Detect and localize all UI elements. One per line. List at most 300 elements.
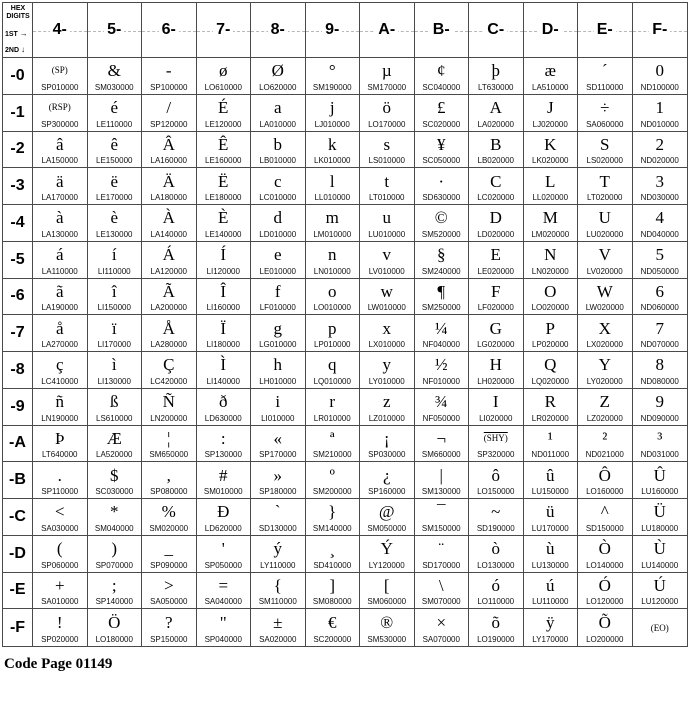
cell-code: LG020000 — [477, 340, 515, 349]
cell-4E — [33, 573, 88, 610]
cell-code: SP020000 — [41, 635, 79, 644]
cell-code: LL010000 — [314, 193, 351, 202]
col-header-label: C- — [484, 21, 507, 39]
cell-glyph: n — [328, 245, 337, 265]
cell-B8 — [415, 352, 470, 389]
cell-code — [634, 635, 687, 644]
cell-glyph: ö — [382, 98, 391, 118]
cell-EB — [578, 462, 633, 499]
cell-D0 — [524, 58, 579, 95]
cell-code: SD170000 — [422, 560, 461, 570]
cell-code: ND030000 — [640, 193, 679, 202]
cell-code: LE170000 — [96, 193, 133, 202]
cell-45 — [33, 242, 88, 279]
cell-56 — [88, 279, 143, 316]
cell-42 — [33, 132, 88, 169]
cell-glyph: È — [218, 208, 229, 228]
cell-glyph: Ö — [108, 613, 121, 633]
cell-glyph: ó — [491, 575, 500, 595]
cell-glyph: Y — [598, 355, 611, 375]
cell-code: LE110000 — [96, 119, 133, 129]
cell-A8 — [360, 352, 415, 389]
cell-glyph: ] — [329, 575, 336, 595]
cell-code: LE150000 — [96, 156, 133, 166]
cell-72 — [197, 132, 252, 169]
cell-code: SP090000 — [150, 560, 188, 570]
cell-glyph: 2 — [655, 134, 664, 154]
cell-glyph: 3 — [655, 171, 664, 191]
cell-code: LC420000 — [150, 376, 188, 386]
cell-code: SA040000 — [204, 597, 242, 607]
row-label-0: -0 — [3, 58, 33, 95]
cell-glyph: K — [544, 134, 557, 154]
cell-glyph: W — [596, 281, 613, 301]
col-header-label: F- — [649, 21, 670, 39]
cell-glyph: h — [273, 355, 282, 375]
cell-glyph: A — [489, 98, 502, 118]
cell-D4 — [524, 205, 579, 242]
col-header-C — [469, 3, 524, 58]
cell-glyph: í — [111, 245, 117, 265]
col-header-4 — [33, 3, 88, 58]
cell-glyph: d — [273, 208, 282, 228]
cell-83 — [251, 168, 306, 205]
cell-code: LP010000 — [314, 340, 351, 349]
cell-glyph: Ø — [271, 61, 284, 81]
cell-glyph: ; — [111, 575, 117, 595]
cell-92 — [306, 132, 361, 169]
cell-glyph: } — [328, 502, 337, 522]
cell-C1 — [469, 95, 524, 132]
cell-glyph: ¿ — [382, 465, 391, 485]
cell-ED — [578, 536, 633, 573]
cell-glyph: p — [328, 318, 337, 338]
cell-66 — [142, 279, 197, 316]
cell-glyph: 1 — [655, 98, 664, 118]
cell-code: LL020000 — [532, 193, 569, 202]
cell-E4 — [578, 205, 633, 242]
row-label-F: -F — [3, 609, 33, 646]
cell-glyph: O — [544, 281, 557, 301]
cell-9C — [306, 499, 361, 536]
cell-code: LU020000 — [586, 229, 624, 239]
cell-78 — [197, 352, 252, 389]
cell-code: SD110000 — [586, 82, 624, 92]
cell-glyph: 6 — [655, 281, 664, 301]
cell-7E — [197, 573, 252, 610]
cell-glyph: J — [546, 98, 554, 118]
cell-glyph: P — [545, 318, 555, 338]
cell-9F — [306, 609, 361, 646]
cell-code: SP050000 — [204, 560, 242, 570]
cell-C8 — [469, 352, 524, 389]
cell-7D — [197, 536, 252, 573]
cell-code: LO150000 — [477, 487, 515, 496]
cell-87 — [251, 315, 306, 352]
cell-glyph: @ — [378, 502, 395, 522]
col-header-9 — [306, 3, 361, 58]
cell-glyph: ` — [274, 502, 281, 522]
cell-code: SM240000 — [421, 266, 461, 276]
cell-glyph: º — [329, 465, 335, 485]
cell-97 — [306, 315, 361, 352]
row-label-E: -E — [3, 573, 33, 610]
cell-code: LO120000 — [586, 597, 624, 607]
cell-glyph: a — [273, 98, 282, 118]
cell-glyph: X — [598, 318, 611, 338]
cell-code: LO170000 — [368, 119, 406, 129]
cell-code: LK020000 — [532, 156, 569, 166]
cell-glyph: Ï — [220, 318, 227, 338]
cell-glyph: B — [490, 134, 502, 154]
cell-4A — [33, 426, 88, 463]
cell-code: ND090000 — [640, 413, 679, 423]
row-label-1: -1 — [3, 95, 33, 132]
cell-code: LA010000 — [259, 119, 296, 129]
cell-code: NF040000 — [422, 340, 460, 349]
cell-glyph: ¾ — [434, 392, 448, 412]
cell-9E — [306, 573, 361, 610]
cell-code: LA280000 — [150, 340, 187, 349]
cell-code: SA010000 — [41, 597, 79, 607]
cell-glyph: Å — [162, 318, 175, 338]
cell-code: LE140000 — [205, 229, 242, 239]
cell-glyph: û — [546, 465, 555, 485]
cell-B5 — [415, 242, 470, 279]
cell-code: SP170000 — [259, 450, 297, 460]
cell-glyph: ® — [380, 613, 394, 633]
cell-glyph: ) — [111, 539, 118, 559]
cell-code: LI160000 — [206, 303, 240, 313]
cell-C7 — [469, 315, 524, 352]
cell-code: LO110000 — [477, 597, 515, 607]
cell-glyph: w — [380, 281, 393, 301]
cell-glyph: Ä — [162, 171, 175, 191]
cell-E5 — [578, 242, 633, 279]
cell-B2 — [415, 132, 470, 169]
cell-glyph: ÷ — [600, 98, 610, 118]
cell-glyph: ã — [55, 281, 64, 301]
cell-90 — [306, 58, 361, 95]
cell-C3 — [469, 168, 524, 205]
cell-code: SD630000 — [422, 193, 461, 202]
cell-code: LD010000 — [259, 229, 297, 239]
cell-glyph: ² — [602, 428, 608, 448]
cell-F6 — [633, 279, 688, 316]
cell-48 — [33, 352, 88, 389]
cell-code: SM130000 — [421, 487, 461, 496]
cell-code: SM060000 — [367, 597, 407, 607]
cell-DE — [524, 573, 579, 610]
cell-94 — [306, 205, 361, 242]
cell-code: LV010000 — [368, 266, 405, 276]
cell-85 — [251, 242, 306, 279]
cell-glyph: ñ — [55, 392, 64, 412]
cell-code: SM530000 — [367, 635, 407, 644]
cell-code: SP300000 — [41, 119, 79, 129]
row-label-5: -5 — [3, 242, 33, 279]
cell-code: LR010000 — [313, 413, 351, 423]
cell-glyph: æ — [544, 61, 556, 81]
cell-glyph: å — [55, 318, 64, 338]
cell-glyph: (EO) — [650, 623, 669, 633]
cell-4C — [33, 499, 88, 536]
cell-code: LA150000 — [41, 156, 78, 166]
cell-glyph: V — [598, 245, 611, 265]
cell-glyph: Á — [162, 245, 175, 265]
cell-code: SM080000 — [312, 597, 352, 607]
cell-glyph: Ú — [653, 575, 666, 595]
cell-glyph: ë — [110, 171, 119, 191]
cell-41 — [33, 95, 88, 132]
cell-6B — [142, 462, 197, 499]
cell-AC — [360, 499, 415, 536]
cell-glyph: Þ — [55, 428, 65, 448]
cell-glyph: ~ — [491, 502, 501, 522]
cell-glyph: v — [382, 245, 391, 265]
cell-65 — [142, 242, 197, 279]
cell-code: ND050000 — [640, 266, 679, 276]
cell-5C — [88, 499, 143, 536]
cell-code: LA020000 — [477, 119, 514, 129]
cell-code: SP150000 — [150, 635, 188, 644]
cell-D7 — [524, 315, 579, 352]
cell-code: LE180000 — [205, 193, 242, 202]
cell-EC — [578, 499, 633, 536]
cell-80 — [251, 58, 306, 95]
cell-code: SP100000 — [150, 82, 188, 92]
cell-glyph: 5 — [655, 245, 664, 265]
cell-glyph: Ë — [218, 171, 229, 191]
cell-code: LE020000 — [477, 266, 514, 276]
cell-F5 — [633, 242, 688, 279]
cell-code: ND010000 — [640, 119, 679, 129]
cell-glyph: â — [55, 134, 64, 154]
cell-code: LI150000 — [97, 303, 131, 313]
cell-code: SP160000 — [368, 487, 406, 496]
row-label-4: -4 — [3, 205, 33, 242]
cell-glyph: (SHY) — [483, 432, 508, 443]
cell-77 — [197, 315, 252, 352]
cell-AF — [360, 609, 415, 646]
cell-67 — [142, 315, 197, 352]
cell-F9 — [633, 389, 688, 426]
cell-glyph: ¦ — [167, 428, 171, 448]
cell-code: ND060000 — [640, 303, 679, 313]
cell-code: LP020000 — [532, 340, 569, 349]
cell-glyph: * — [110, 502, 119, 522]
cell-code: ND100000 — [640, 82, 679, 92]
cell-58 — [88, 352, 143, 389]
cell-BA — [415, 426, 470, 463]
cell-code: LO620000 — [259, 82, 297, 92]
cell-D2 — [524, 132, 579, 169]
cell-4F — [33, 609, 88, 646]
cell-code: SP320000 — [477, 450, 515, 460]
cell-code: LF010000 — [259, 303, 296, 313]
cell-glyph: Ì — [220, 355, 227, 375]
cell-code: LA270000 — [41, 340, 78, 349]
cell-glyph: ( — [56, 539, 63, 559]
cell-8E — [251, 573, 306, 610]
cell-code: LI130000 — [97, 376, 131, 386]
cell-glyph: ° — [328, 61, 336, 81]
cell-code: LI170000 — [97, 340, 131, 349]
row-label-9: -9 — [3, 389, 33, 426]
cell-44 — [33, 205, 88, 242]
cell-code: LN010000 — [313, 266, 351, 276]
cell-61 — [142, 95, 197, 132]
cell-B7 — [415, 315, 470, 352]
cell-6E — [142, 573, 197, 610]
cell-glyph: t — [384, 171, 390, 191]
cell-glyph: ¯ — [437, 502, 446, 522]
cell-glyph: , — [166, 465, 171, 485]
cell-6F — [142, 609, 197, 646]
cell-code: LB020000 — [477, 156, 514, 166]
cell-glyph: £ — [437, 98, 446, 118]
col-header-8 — [251, 3, 306, 58]
cell-code: SM010000 — [203, 487, 243, 496]
cell-glyph: > — [163, 575, 174, 595]
cell-51 — [88, 95, 143, 132]
cell-8B — [251, 462, 306, 499]
cell-code: LD620000 — [204, 523, 242, 533]
right-arrow-icon: → — [19, 28, 28, 38]
cell-62 — [142, 132, 197, 169]
cell-code: LS010000 — [368, 156, 405, 166]
cell-glyph: ! — [56, 613, 63, 633]
cell-glyph: - — [165, 61, 172, 81]
cell-glyph: o — [328, 281, 337, 301]
cell-code: LA180000 — [150, 193, 187, 202]
cell-glyph: ´ — [601, 61, 608, 81]
cell-code: LS610000 — [96, 413, 133, 423]
cell-E2 — [578, 132, 633, 169]
cell-code: LY020000 — [586, 376, 623, 386]
cell-glyph: s — [383, 134, 391, 154]
cell-code: LI020000 — [479, 413, 513, 423]
cell-code: LY010000 — [368, 376, 405, 386]
cell-glyph: × — [436, 613, 447, 633]
cell-glyph: c — [273, 171, 282, 191]
cell-BF — [415, 609, 470, 646]
cell-glyph: i — [275, 392, 281, 412]
cell-code: LU160000 — [641, 487, 679, 496]
cell-glyph: y — [382, 355, 391, 375]
cell-glyph: ½ — [434, 355, 448, 375]
cell-glyph: M — [542, 208, 558, 228]
row-label-2: -2 — [3, 132, 33, 169]
cell-91 — [306, 95, 361, 132]
cell-code: LA200000 — [150, 303, 187, 313]
cell-code: LA130000 — [41, 229, 78, 239]
cell-EE — [578, 573, 633, 610]
cell-code: SM650000 — [149, 450, 189, 460]
cell-glyph: Õ — [598, 613, 611, 633]
cell-code: LE130000 — [96, 229, 133, 239]
cell-code: SP110000 — [41, 487, 79, 496]
cell-40 — [33, 58, 88, 95]
cell-95 — [306, 242, 361, 279]
col-header-label: D- — [539, 21, 562, 39]
cell-code: LO200000 — [586, 635, 624, 644]
cell-E3 — [578, 168, 633, 205]
cell-71 — [197, 95, 252, 132]
cell-43 — [33, 168, 88, 205]
cell-74 — [197, 205, 252, 242]
cell-98 — [306, 352, 361, 389]
cell-code: LI010000 — [261, 413, 295, 423]
cell-AE — [360, 573, 415, 610]
cell-code: SM020000 — [149, 523, 189, 533]
cell-C2 — [469, 132, 524, 169]
cell-code: ND080000 — [640, 376, 679, 386]
cell-code: LZ010000 — [368, 413, 405, 423]
cell-glyph: S — [600, 134, 610, 154]
cell-C5 — [469, 242, 524, 279]
cell-code: SA060000 — [586, 119, 624, 129]
col-header-label: 5- — [104, 21, 124, 39]
col-header-5 — [88, 3, 143, 58]
cell-CD — [469, 536, 524, 573]
cell-49 — [33, 389, 88, 426]
cell-A1 — [360, 95, 415, 132]
cell-88 — [251, 352, 306, 389]
cell-code: LK010000 — [314, 156, 351, 166]
cell-57 — [88, 315, 143, 352]
cell-55 — [88, 242, 143, 279]
cell-code: LT630000 — [478, 82, 514, 92]
hex-digits-label-line1: HEX — [10, 5, 26, 12]
cell-glyph: µ — [381, 61, 392, 81]
cell-code: LO190000 — [477, 635, 515, 644]
cell-glyph: = — [218, 575, 229, 595]
col-header-E — [578, 3, 633, 58]
cell-code: LA120000 — [150, 266, 187, 276]
cell-A5 — [360, 242, 415, 279]
cell-glyph: ü — [546, 502, 555, 522]
cell-code: ND021000 — [585, 450, 624, 460]
cell-code: SC020000 — [422, 119, 461, 129]
cell-code: LQ010000 — [313, 376, 351, 386]
cell-FF — [633, 609, 688, 646]
cell-code: LA190000 — [41, 303, 78, 313]
cell-glyph: þ — [491, 61, 500, 81]
cell-glyph: ¼ — [434, 318, 448, 338]
cell-52 — [88, 132, 143, 169]
cell-code: LB010000 — [259, 156, 296, 166]
cell-A7 — [360, 315, 415, 352]
cell-code: LY110000 — [260, 560, 296, 570]
cell-glyph: õ — [491, 613, 500, 633]
col-header-label: 7- — [213, 21, 233, 39]
cell-code: SA020000 — [259, 635, 297, 644]
cell-glyph: 8 — [655, 355, 664, 375]
cell-code: SD410000 — [313, 560, 352, 570]
cell-code: SP080000 — [150, 487, 188, 496]
cell-5A — [88, 426, 143, 463]
cell-B9 — [415, 389, 470, 426]
cell-D5 — [524, 242, 579, 279]
cell-code: SM210000 — [312, 450, 352, 460]
cell-code: LO160000 — [586, 487, 624, 496]
cell-8C — [251, 499, 306, 536]
cell-B6 — [415, 279, 470, 316]
cell-glyph: z — [382, 392, 391, 412]
cell-glyph: N — [544, 245, 557, 265]
hex-digits-label-line2: DIGITS — [6, 13, 30, 20]
